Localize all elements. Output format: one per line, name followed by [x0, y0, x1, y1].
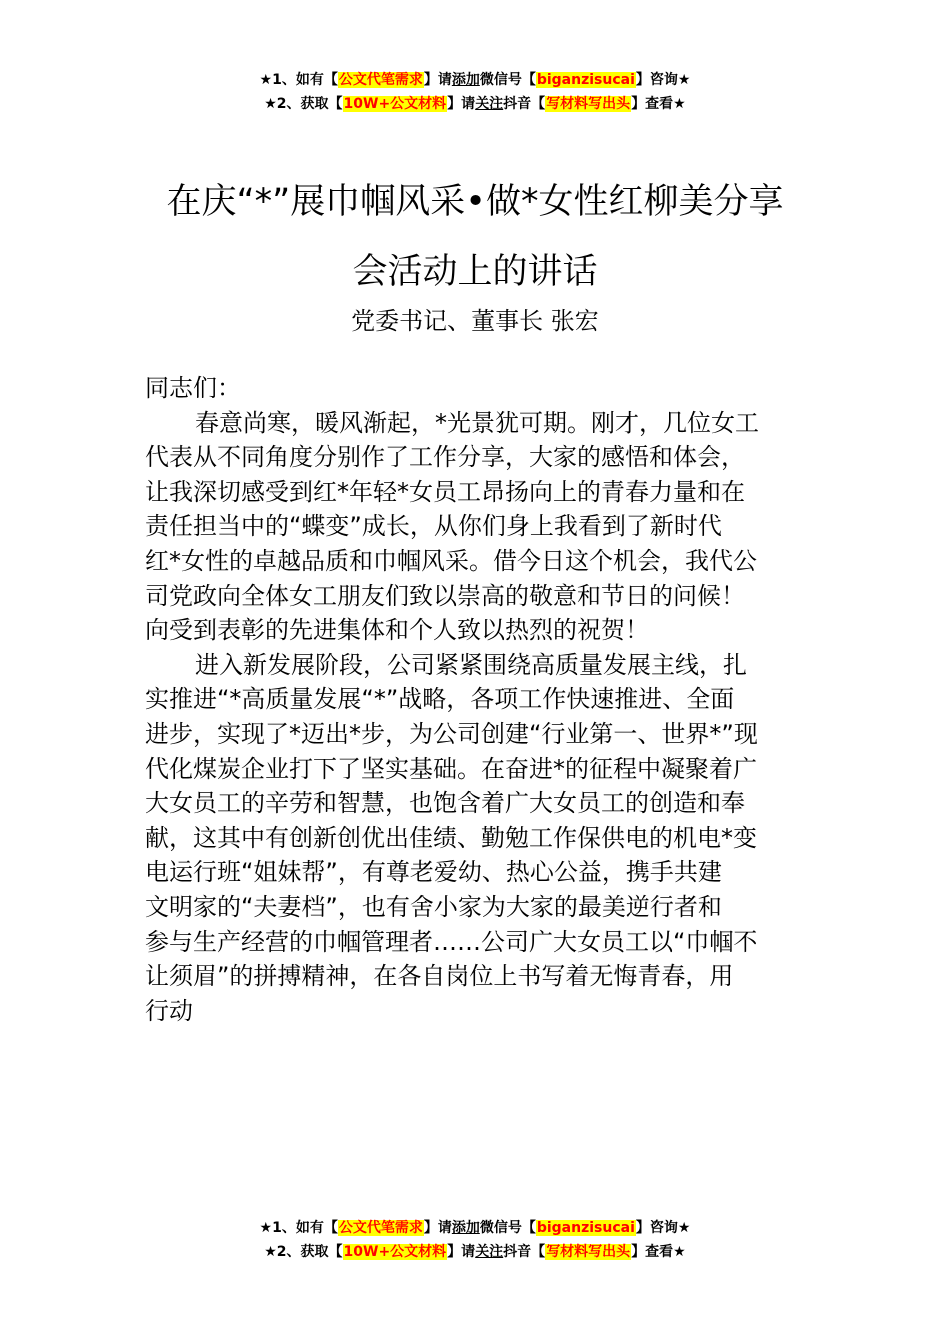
banner-text: ★2、获取【 [264, 96, 343, 112]
banner-text-underlined: 关注 [475, 96, 504, 112]
highlight-materials: 10W+公文材料 [343, 1244, 447, 1260]
body-line: 献，这其中有创新创优出佳绩、勤勉工作保供电的机电*变 [145, 823, 757, 852]
body-line: 参与生产经营的巾帼管理者……公司广大女员工以“巾帼不 [145, 927, 758, 956]
banner-text: 】咨询★ [635, 1220, 691, 1236]
highlight-wechat-id: biganzisucai [536, 1220, 635, 1236]
banner-line-2 [0, 92, 950, 116]
body-line: 进步，实现了*迈出*步，为公司创建“行业第一、世界*”现 [145, 719, 758, 748]
banner-text-underlined: 关注 [475, 1244, 504, 1260]
highlight-materials: 10W+公文材料 [343, 96, 447, 112]
banner-text: 】查看★ [631, 96, 686, 112]
banner-text: 】咨询★ [635, 72, 691, 88]
body-line: 让我深切感受到红*年轻*女员工昂扬向上的青春力量和在 [145, 477, 745, 506]
banner-text-underlined: 添加 [451, 72, 480, 88]
body-line: 责任担当中的“蝶变”成长，从你们身上我看到了新时代 [145, 512, 722, 541]
banner-text: 】请 [447, 96, 476, 112]
greeting: 同志们： [145, 374, 241, 402]
highlight-service: 公文代笔需求 [338, 1220, 423, 1236]
banner-text: ★2、获取【 [264, 1244, 343, 1260]
banner-text: 抖音【 [503, 1244, 546, 1260]
body-line: 春意尚寒，暖风渐起，*光景犹可期。刚才，几位女工 [195, 408, 759, 437]
body-line: 电运行班“姐妹帮”，有尊老爱幼、热心公益，携手共建 [145, 858, 722, 887]
banner-text: 微信号【 [479, 1220, 536, 1236]
footer-banner [0, 1216, 950, 1264]
banner-text: 】查看★ [631, 1244, 686, 1260]
body-line: 代化煤炭企业打下了坚实基础。在奋进*的征程中凝聚着广 [145, 754, 757, 783]
banner-text-underlined: 添加 [451, 1220, 480, 1236]
highlight-wechat-id: biganzisucai [536, 72, 635, 88]
body-line: 大女员工的辛劳和智慧，也饱含着广大女员工的创造和奉 [145, 789, 745, 818]
header-banner [0, 68, 950, 116]
banner-line-2 [0, 1240, 950, 1264]
highlight-douyin-id: 写材料写出头 [546, 96, 631, 112]
highlight-service: 公文代笔需求 [338, 72, 423, 88]
body-line: 行动 [145, 996, 193, 1025]
body-line: 红*女性的卓越品质和巾帼风采。借今日这个机会，我代公 [145, 546, 757, 575]
banner-line-1 [0, 1216, 950, 1240]
body-line: 进入新发展阶段，公司紧紧围绕高质量发展主线，扎 [195, 650, 747, 679]
body-line: 让须眉”的拼搏精神，在各自岗位上书写着无悔青春，用 [145, 962, 734, 991]
body-line: 向受到表彰的先进集体和个人致以热烈的祝贺！ [145, 616, 649, 645]
banner-text: 】请 [447, 1244, 476, 1260]
banner-text: 】请 [423, 1220, 452, 1236]
body-line: 实推进“*高质量发展“*”战略，各项工作快速推进、全面 [145, 685, 735, 714]
document-title-line-1: 在庆“*”展巾帼风采•做*女性红柳美分享 [166, 182, 784, 222]
body-line: 代表从不同角度分别作了工作分享，大家的感悟和体会， [145, 443, 745, 472]
document-body [145, 371, 810, 1028]
highlight-douyin-id: 写材料写出头 [546, 1244, 631, 1260]
banner-text: 微信号【 [479, 72, 536, 88]
banner-text: ★1、如有【 [259, 1220, 338, 1236]
body-line: 文明家的“夫妻档”，也有舍小家为大家的最美逆行者和 [145, 892, 722, 921]
banner-text: ★1、如有【 [259, 72, 338, 88]
banner-line-1 [0, 68, 950, 92]
banner-text: 抖音【 [503, 96, 546, 112]
document-title-line-2: 会活动上的讲话 [352, 252, 598, 292]
body-line: 司党政向全体女工朋友们致以崇高的敬意和节日的问候！ [145, 581, 745, 610]
banner-text: 】请 [423, 72, 452, 88]
document-author: 党委书记、董事长 张宏 [351, 307, 599, 335]
